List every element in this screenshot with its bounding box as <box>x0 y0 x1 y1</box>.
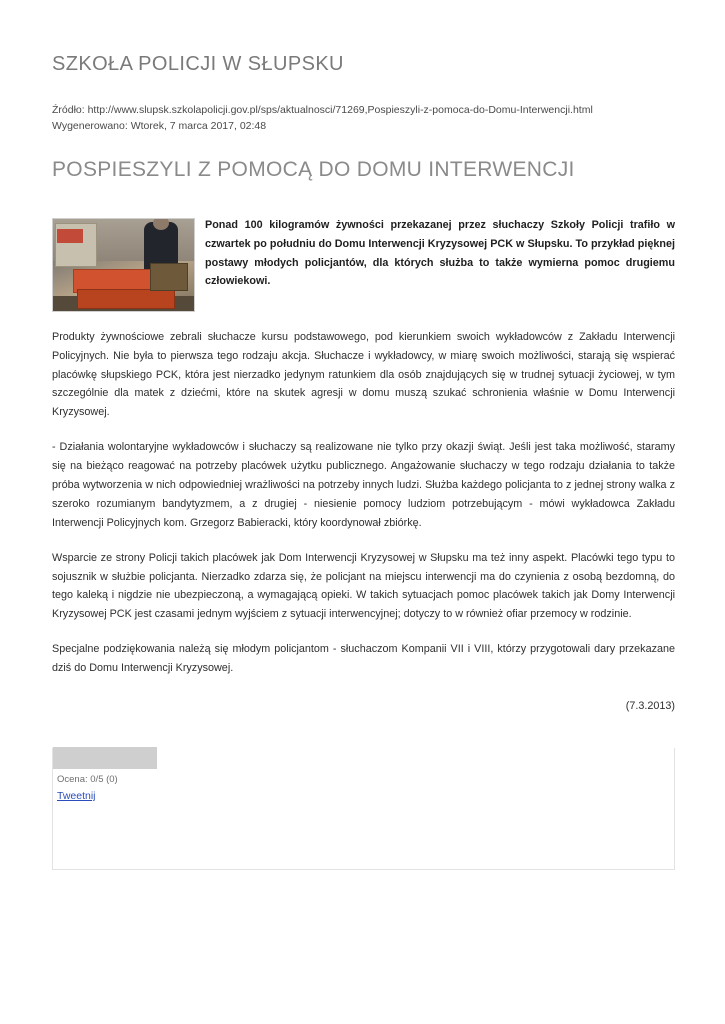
rating-value: Ocena: 0/5 (0) <box>57 773 118 785</box>
article-paragraph: Wsparcie ze strony Policji takich placówek jak Dom Interwencji Kryzysowej w Słupsku ma też inny aspekt. Placówki tego typu to sojusznik w służbie policjanta. Nierzadko zdarza się, że policjant na miejscu interwencji ma do czynienia z osobą bezdomną, do tego kaleką i nigdzie nie ubezpieczoną, a wymagającą opieki. W takich sytuacjach pomoc placówek takich jak Domy Interwencji Kryzysowej PCK jest czasami jednym wyjściem z sytuacji interwencyjnej; dotyczy to w również ofiar przemocy w rodzinie. <box>52 551 675 621</box>
article-paragraph: Specjalne podziękowania należą się młodym policjantom - słuchaczom Kompanii VII i VIII, którzy przygotowali dary przekazane dziś do Domu Interwencji Kryzysowej. <box>52 643 675 675</box>
site-title: SZKOŁA POLICJI W SŁUPSKU <box>52 53 344 75</box>
generated-line: Wygenerowano: Wtorek, 7 marca 2017, 02:48 <box>52 120 267 133</box>
article-lead-block <box>52 216 675 312</box>
page-title: POSPIESZYLI Z POMOCĄ DO DOMU INTERWENCJI <box>52 157 575 181</box>
article-lead-text: Ponad 100 kilogramów żywności przekazanej przez słuchaczy Szkoły Policji trafiło w czwartek po południu do Domu Interwencji Kryzysowej PCK w Słupsku. To przykład pięknej postawy młodych policjantów, dla których służba to także wymierna pomoc drugiemu człowiekowi. <box>205 218 675 288</box>
photo-crate-side <box>150 263 188 291</box>
article-photo <box>52 218 195 312</box>
tweet-link[interactable]: Tweetnij <box>57 789 96 802</box>
rating-stars-placeholder[interactable] <box>53 747 157 769</box>
photo-red-box <box>57 229 83 243</box>
photo-crate-lower <box>77 289 175 309</box>
article-paragraph: Produkty żywnościowe zebrali słuchacze kursu podstawowego, pod kierunkiem swoich wykładowców z Zakładu Interwencji Policyjnych. Nie była to pierwsza tego rodzaju akcja. Słuchacze i wykładowcy, w miarę swoich możliwości, starają się wspierać placówkę słupskiego PCK, która jest nierzadko jedynym ratunkiem dla osób znajdujących się w trudnej sytuacji życiowej, w tym szczególnie dla matek z dziećmi, które na skutek agresji w domu muszą szukać schronienia właśnie w Domu Interwencji Kryzysowej. <box>52 330 675 419</box>
article-body <box>52 328 675 678</box>
document-meta <box>52 102 675 135</box>
article-date: (7.3.2013) <box>625 699 675 712</box>
article-paragraph: - Działania wolontaryjne wykładowców i słuchaczy są realizowane nie tylko przy okazji świąt. Jeśli jest taka możliwość, staramy się na bieżąco reagować na potrzeby placówek użytku publicznego. Angażowanie słuchaczy w tego rodzaju działania to także próba wytworzenia w nich odpowiedniej wrażliwości na potrzeby innych ludzi. Służba każdego policjanta to z jednej strony walka z szeroko rozumianym bandytyzmem, a z drugiej - niesienie pomocy ludziom potrzebującym - mówi wykładowca Zakładu Interwencji Policyjnych kom. Grzegorz Babieracki, który koordynował zbiórkę. <box>52 441 675 529</box>
source-line: Źródło: http://www.slupsk.szkolapolicji.gov.pl/sps/aktualnosci/71269,Pospieszyli-z-pomoca-do-Domu-Interwencji.html <box>52 104 593 116</box>
article-footer <box>52 748 675 870</box>
